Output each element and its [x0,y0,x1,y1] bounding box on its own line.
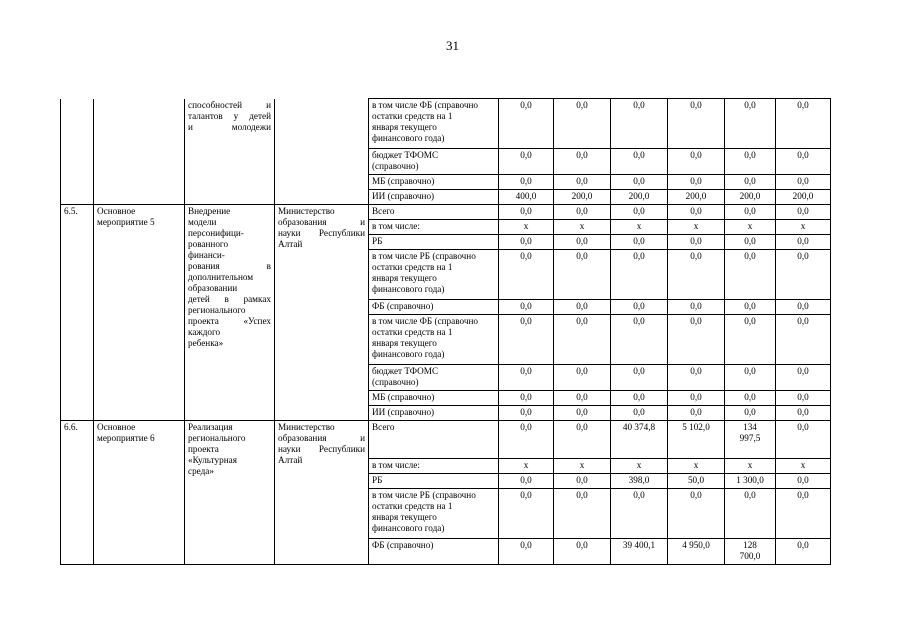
amount-cell: 0,0 [554,406,611,421]
activity-name: Основное мероприятие 5 [94,205,185,421]
amount-cell: 4 950,0 [668,539,725,565]
amount-cell: 200,0 [611,190,668,205]
funding-source: Всего [369,205,499,220]
amount-cell: 0,0 [554,391,611,406]
amount-cell: 0,0 [554,474,611,489]
amount-cell: 134 997,5 [725,421,776,459]
amount-cell: 0,0 [499,250,554,300]
row-number: 6.5. [61,205,94,421]
amount-cell: 0,0 [611,99,668,149]
table-body [61,99,831,565]
amount-cell: 0,0 [668,235,725,250]
amount-cell: x [499,459,554,474]
budget-table [60,98,831,565]
amount-cell: 0,0 [776,175,831,190]
amount-cell: 0,0 [668,175,725,190]
amount-cell: 0,0 [776,365,831,391]
amount-cell: 0,0 [725,205,776,220]
amount-cell: 0,0 [668,149,725,175]
amount-cell: 0,0 [499,421,554,459]
amount-cell: 0,0 [554,205,611,220]
amount-cell: x [668,459,725,474]
amount-cell: 0,0 [499,315,554,365]
amount-cell: 40 374,8 [611,421,668,459]
funding-source: ФБ (справочно) [369,539,499,565]
funding-source: в том числе: [369,459,499,474]
activity-name [94,99,185,205]
amount-cell: 0,0 [611,250,668,300]
amount-cell: 0,0 [668,300,725,315]
amount-cell: 0,0 [499,300,554,315]
amount-cell: 0,0 [499,99,554,149]
amount-cell: 0,0 [725,489,776,539]
amount-cell: 0,0 [668,365,725,391]
amount-cell: x [611,220,668,235]
amount-cell: 0,0 [499,391,554,406]
amount-cell: x [554,459,611,474]
amount-cell: 0,0 [499,205,554,220]
amount-cell: 0,0 [554,489,611,539]
amount-cell: 0,0 [554,149,611,175]
activity-description: способностей и талантов у детей и молодежи [185,99,275,205]
amount-cell: 0,0 [668,315,725,365]
page-number: 31 [446,38,459,53]
amount-cell: 0,0 [776,99,831,149]
funding-source: МБ (справочно) [369,175,499,190]
amount-cell: 0,0 [499,406,554,421]
amount-cell: 128 700,0 [725,539,776,565]
amount-cell: 0,0 [499,235,554,250]
amount-cell: 0,0 [776,300,831,315]
amount-cell: 0,0 [776,391,831,406]
amount-cell: 0,0 [611,149,668,175]
responsible-executor: Министерство образования и науки Республики Алтай [275,205,369,421]
funding-source: в том числе РБ (справочно остатки средств на 1 января текущего финансового года) [369,250,499,300]
amount-cell: 0,0 [725,175,776,190]
amount-cell: 0,0 [725,365,776,391]
amount-cell: 0,0 [554,175,611,190]
amount-cell: 0,0 [725,99,776,149]
amount-cell: 0,0 [668,99,725,149]
funding-source: Всего [369,421,499,459]
row-number: 6.6. [61,421,94,565]
amount-cell: 0,0 [725,406,776,421]
amount-cell: 398,0 [611,474,668,489]
amount-cell: 0,0 [611,205,668,220]
amount-cell: 0,0 [611,235,668,250]
table-row [61,205,831,220]
activity-description: Реализация регионального проекта «Культурная среда» [185,421,275,565]
amount-cell: 0,0 [611,365,668,391]
amount-cell: 0,0 [776,406,831,421]
amount-cell: 200,0 [554,190,611,205]
funding-source: бюджет ТФОМС (справочно) [369,149,499,175]
amount-cell: 0,0 [725,315,776,365]
amount-cell: 0,0 [776,235,831,250]
funding-source: МБ (справочно) [369,391,499,406]
table-row [61,99,831,149]
amount-cell: 0,0 [776,539,831,565]
amount-cell: 0,0 [611,300,668,315]
amount-cell: 0,0 [611,406,668,421]
funding-source: ИИ (справочно) [369,406,499,421]
amount-cell: 0,0 [499,149,554,175]
amount-cell: x [668,220,725,235]
amount-cell: 0,0 [499,489,554,539]
amount-cell: 0,0 [554,539,611,565]
funding-source: ФБ (справочно) [369,300,499,315]
amount-cell: x [611,459,668,474]
amount-cell: 0,0 [611,391,668,406]
amount-cell: 0,0 [776,489,831,539]
amount-cell: x [499,220,554,235]
funding-source: в том числе: [369,220,499,235]
amount-cell: 0,0 [725,391,776,406]
amount-cell: 5 102,0 [668,421,725,459]
activity-name: Основное мероприятие 6 [94,421,185,565]
amount-cell: x [776,220,831,235]
amount-cell: 0,0 [725,300,776,315]
amount-cell: x [725,459,776,474]
funding-source: в том числе ФБ (справочно остатки средств на 1 января текущего финансового года) [369,315,499,365]
amount-cell: 0,0 [499,539,554,565]
amount-cell: 1 300,0 [725,474,776,489]
amount-cell: 0,0 [611,315,668,365]
amount-cell: 0,0 [776,205,831,220]
amount-cell: x [554,220,611,235]
amount-cell: 0,0 [554,250,611,300]
amount-cell: 0,0 [668,391,725,406]
amount-cell: 0,0 [776,149,831,175]
row-number [61,99,94,205]
amount-cell: 0,0 [776,474,831,489]
amount-cell: 39 400,1 [611,539,668,565]
funding-source: ИИ (справочно) [369,190,499,205]
responsible-executor [275,99,369,205]
amount-cell: x [725,220,776,235]
amount-cell: 0,0 [668,489,725,539]
amount-cell: 0,0 [554,300,611,315]
amount-cell: 0,0 [499,365,554,391]
amount-cell: 0,0 [668,250,725,300]
amount-cell: 200,0 [725,190,776,205]
activity-description: Внедрение модели персонифици- рованного финанси- рования в дополнительном образовании детей в рамках регионального проекта «Успех каждого ребенка» [185,205,275,421]
amount-cell: 0,0 [554,421,611,459]
amount-cell: 200,0 [776,190,831,205]
amount-cell: 0,0 [776,250,831,300]
amount-cell: 200,0 [668,190,725,205]
amount-cell: 0,0 [668,406,725,421]
funding-source: РБ [369,235,499,250]
amount-cell: 0,0 [725,250,776,300]
amount-cell: 0,0 [611,175,668,190]
funding-source: бюджет ТФОМС (справочно) [369,365,499,391]
amount-cell: 0,0 [725,149,776,175]
amount-cell: 400,0 [499,190,554,205]
amount-cell: 0,0 [776,421,831,459]
amount-cell: 0,0 [554,235,611,250]
amount-cell: 0,0 [725,235,776,250]
amount-cell: 0,0 [554,99,611,149]
amount-cell: x [776,459,831,474]
funding-source: в том числе РБ (справочно остатки средств на 1 января текущего финансового года) [369,489,499,539]
amount-cell: 0,0 [668,205,725,220]
funding-source: в том числе ФБ (справочно остатки средств на 1 января текущего финансового года) [369,99,499,149]
funding-source: РБ [369,474,499,489]
table-row [61,421,831,459]
amount-cell: 0,0 [554,365,611,391]
amount-cell: 0,0 [776,315,831,365]
amount-cell: 0,0 [611,489,668,539]
amount-cell: 0,0 [499,474,554,489]
amount-cell: 0,0 [554,315,611,365]
amount-cell: 50,0 [668,474,725,489]
amount-cell: 0,0 [499,175,554,190]
responsible-executor: Министерство образования и науки Республики Алтай [275,421,369,565]
